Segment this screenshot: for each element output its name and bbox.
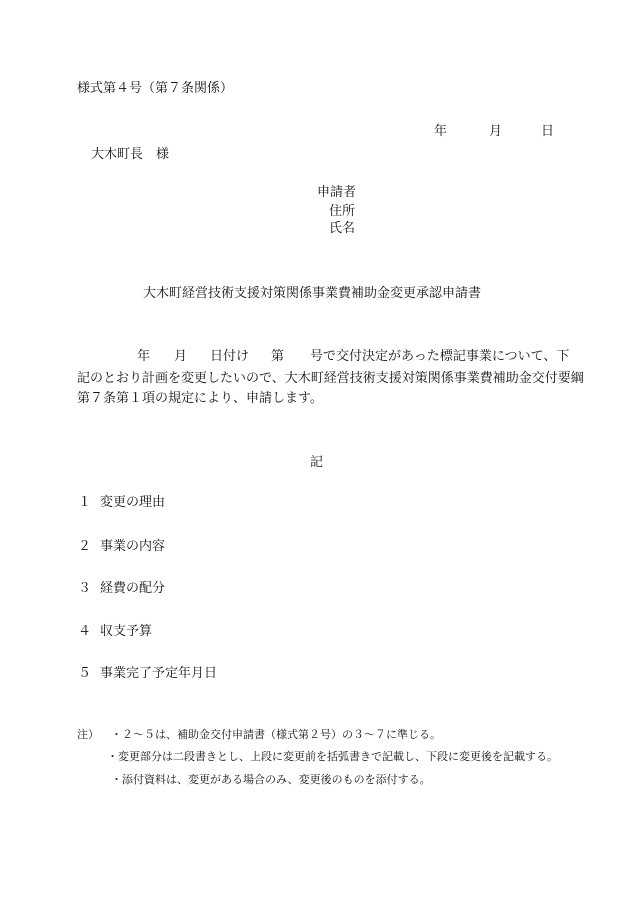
- body-date-suffix: 日付け: [210, 349, 250, 364]
- address-label: 住所: [329, 204, 356, 219]
- body-number-prefix: 第: [271, 349, 285, 364]
- item-label: 変更の理由: [100, 495, 166, 510]
- list-item: [78, 540, 165, 553]
- item-label: 経費の配分: [100, 581, 166, 596]
- item-number: ３: [78, 581, 92, 596]
- list-item: [78, 496, 165, 509]
- form-number: 様式第４号（第７条関係）: [77, 81, 234, 96]
- notes-label: 注）: [77, 728, 99, 741]
- note-line: ・２～５は、補助金交付申請書（様式第２号）の３～７に準じる。: [111, 728, 441, 741]
- addressee: 大木町長 様: [91, 147, 170, 162]
- body-line1-rest: 号で交付決定があった標記事業について、下: [310, 349, 570, 364]
- document-title: 大木町経営技術支援対策関係事業費補助金変更承認申請書: [143, 286, 482, 301]
- body-month: 月: [174, 349, 188, 364]
- body-year: 年: [137, 349, 151, 364]
- date-day: 日: [541, 124, 555, 139]
- item-label: 事業の内容: [100, 539, 166, 554]
- item-number: ４: [78, 624, 92, 639]
- list-item: [78, 582, 165, 595]
- item-number: １: [78, 495, 92, 510]
- ki-heading: 記: [310, 455, 324, 470]
- item-number: ５: [78, 666, 92, 681]
- item-number: ２: [78, 539, 92, 554]
- list-item: [78, 625, 152, 638]
- note-line: ・変更部分は二段書きとし、上段に変更前を括弧書きで記載し、下段に変更後を記載する。: [107, 750, 558, 763]
- applicant-heading: 申請者: [317, 185, 357, 200]
- item-label: 事業完了予定年月日: [100, 666, 218, 681]
- body-line3: 第７条第１項の規定により、申請します。: [77, 391, 323, 406]
- date-month: 月: [489, 124, 503, 139]
- name-label: 氏名: [329, 221, 356, 236]
- item-label: 収支予算: [100, 624, 153, 639]
- note-line: ・添付資料は、変更がある場合のみ、変更後のものを添付する。: [111, 773, 431, 786]
- list-item: [78, 667, 217, 680]
- date-year: 年: [434, 124, 448, 139]
- body-line2: 記のとおり計画を変更したいので、大木町経営技術支援対策関係事業費補助金交付要綱: [77, 371, 584, 386]
